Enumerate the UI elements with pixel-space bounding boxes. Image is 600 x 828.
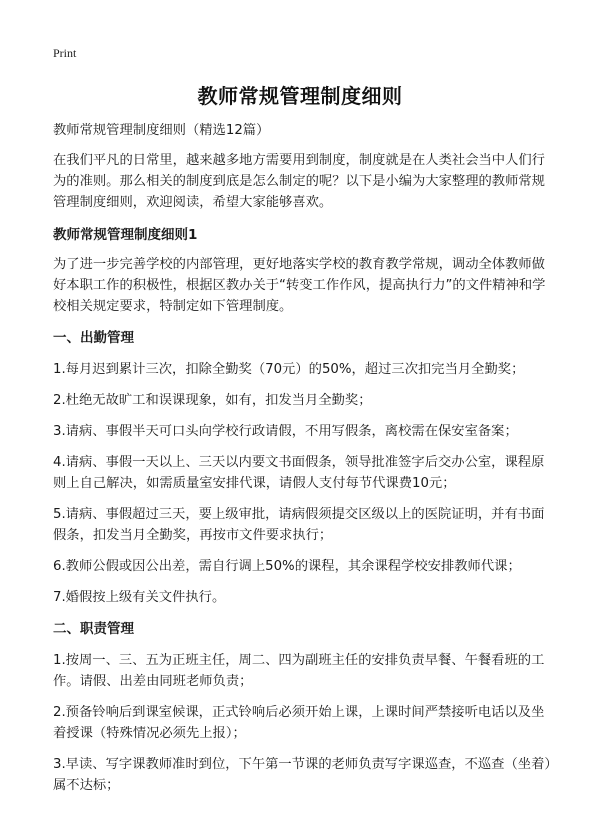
list-item: 3.早读、写字课教师准时到位，下午第一节课的老师负责写字课巡查，不巡查（坐着）属不达标； [53,757,552,793]
page-title: 教师常规管理制度细则 [197,84,403,108]
section-heading-attendance: 一、出勤管理 [53,330,134,346]
print-link[interactable]: Print [53,46,77,60]
intro-paragraph: 在我们平凡的日常里，越来越多地方需要用到制度，制度就是在人类社会当中人们行为的准则。那么相关的制度到底是怎么制定的呢？以下是小编为大家整理的教师常规管理制度细则，欢迎阅读，希望大家能够喜欢。 [53,153,545,210]
document-body [53,120,554,796]
article-heading: 教师常规管理制度细则1 [53,227,198,243]
list-item: 1.按周一、三、五为正班主任，周二、四为副班主任的安排负责早餐、午餐看班的工作。请假、出差由同班老师负责； [53,653,545,689]
subtitle: 教师常规管理制度细则（精选12篇） [53,123,270,138]
list-item: 3.请病、事假半天可口头向学校行政请假，不用写假条，离校需在保安室备案； [53,424,518,439]
list-item: 4.请病、事假一天以上、三天以内要文书面假条，领导批准签字后交办公室，课程原则上自己解决，如需质量室安排代课，请假人支付每节代课费10元； [53,455,545,491]
list-item: 2.杜绝无故旷工和误课现象，如有，扣发当月全勤奖； [53,393,372,408]
list-item: 6.教师公假或因公出差，需自行调上50%的课程，其余课程学校安排教师代课； [53,559,521,574]
list-item: 7.婚假按上级有关文件执行。 [53,590,226,605]
section-heading-duties: 二、职责管理 [53,621,134,637]
list-item: 1.每月迟到累计三次，扣除全勤奖（70元）的50%，超过三次扣完当月全勤奖； [53,362,525,377]
list-item: 5.请病、事假超过三天，要上级审批，请病假须提交区级以上的医院证明，并有书面假条，扣发当月全勤奖，再按市文件要求执行； [53,507,545,543]
list-item: 2.预备铃响后到课室候课，正式铃响后必须开始上课，上课时间严禁接听电话以及坐着授课（特殊情况必须先上报）； [53,705,545,741]
article-intro: 为了进一步完善学校的内部管理，更好地落实学校的教育教学常规，调动全体教师做好本职工作的积极性，根据区教办关于“转变工作作风，提高执行力”的文件精神和学校相关规定要求，特制定如下管理制度。 [53,257,546,314]
